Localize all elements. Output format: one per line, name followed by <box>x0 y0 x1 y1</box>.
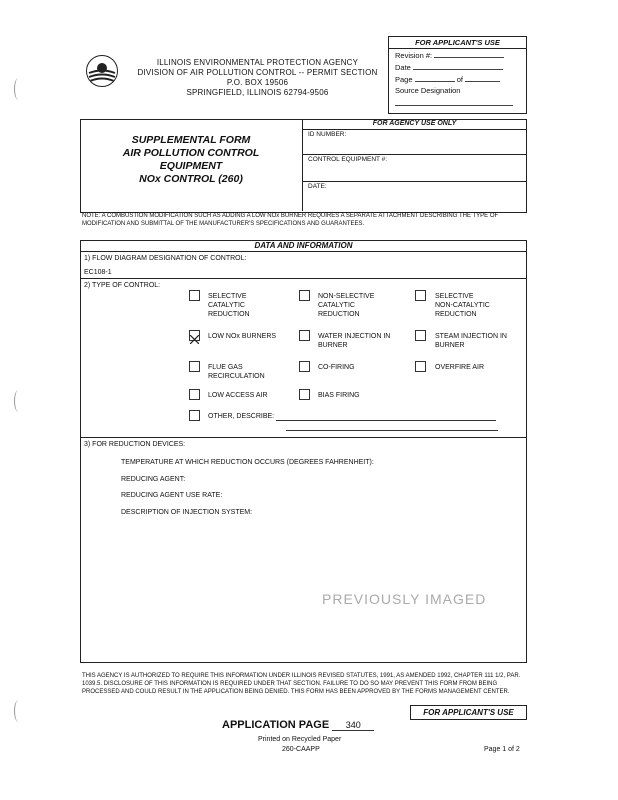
source-designation-label: Source Designation <box>395 86 461 95</box>
checkbox-steam-injection[interactable] <box>415 330 426 341</box>
control-equipment-cell[interactable] <box>303 155 526 182</box>
application-page-number[interactable]: 340 <box>332 720 374 731</box>
checkbox-selective-non-catalytic-reduction[interactable] <box>415 290 426 301</box>
checkbox-bias-firing[interactable] <box>299 389 310 400</box>
binder-hole <box>14 700 23 722</box>
agency-name: ILLINOIS ENVIRONMENTAL PROTECTION AGENCY <box>156 58 359 67</box>
checkbox-water-injection[interactable] <box>299 330 310 341</box>
authorization-footer: THIS AGENCY IS AUTHORIZED TO REQUIRE THIS INFORMATION UNDER ILLINOIS REVISED STATUTES, 1991, AS AMENDED 1992, CHAPTER 111 1/2, PAR. 1039.5. DISCLOSURE OF THIS INFORMATION IS REQUIRED UNDER THAT SECTION. FAILURE TO DO SO MAY PREVENT THIS FORM FROM BEING PROCESSED AND COULD RESULT IN THE APPLICATION BEING DENIED. THIS FORM HAS BEEN APPROVED BY THE FORMS MANAGEMENT CENTER. <box>82 673 521 695</box>
agency-logo-icon <box>86 55 118 87</box>
application-page-label: APPLICATION PAGE <box>222 719 330 731</box>
form-title <box>80 134 302 186</box>
checkbox-other[interactable] <box>189 410 200 421</box>
option-selective-non-catalytic-reduction: SELECTIVE NON-CATALYTIC REDUCTION <box>435 293 490 318</box>
date-label: Date <box>395 63 411 72</box>
option-co-firing: CO-FIRING <box>318 364 355 371</box>
agency-use-header: FOR AGENCY USE ONLY <box>303 119 526 130</box>
agency-use-box <box>302 119 526 211</box>
agency-date-cell[interactable] <box>303 182 526 210</box>
applicant-use-header: FOR APPLICANT'S USE <box>389 37 526 49</box>
source-designation-field[interactable] <box>395 97 513 106</box>
option-water-injection: WATER INJECTION IN BURNER <box>318 333 391 349</box>
page-field[interactable] <box>415 73 455 82</box>
form-title-line: NOx CONTROL (260) <box>139 173 243 185</box>
check-x-icon <box>190 335 199 344</box>
application-page <box>222 719 374 731</box>
reduction-devices-label: 3) FOR REDUCTION DEVICES: <box>84 441 186 448</box>
flow-diagram-label: 1) FLOW DIAGRAM DESIGNATION OF CONTROL: <box>84 255 247 262</box>
form-title-line: AIR POLLUTION CONTROL <box>122 147 260 159</box>
id-number-cell[interactable] <box>303 130 526 155</box>
footer-applicant-use-box: FOR APPLICANT'S USE <box>410 705 527 720</box>
form-title-line: SUPPLEMENTAL FORM <box>131 134 251 146</box>
option-steam-injection: STEAM INJECTION IN BURNER <box>435 333 507 349</box>
page-of-pages: Page 1 of 2 <box>484 746 520 753</box>
binder-hole <box>14 78 23 100</box>
checkbox-low-nox-burners[interactable] <box>189 330 200 341</box>
agency-date-label: DATE: <box>308 183 327 190</box>
option-overfire-air: OVERFIRE AIR <box>435 364 485 371</box>
control-equipment-label: CONTROL EQUIPMENT #: <box>308 156 388 163</box>
checkbox-overfire-air[interactable] <box>415 361 426 372</box>
section-type-of-control <box>80 279 527 438</box>
checkbox-non-selective-catalytic-reduction[interactable] <box>299 290 310 301</box>
reducing-agent-label[interactable]: REDUCING AGENT: <box>121 476 186 483</box>
checkbox-low-access-air[interactable] <box>189 389 200 400</box>
page-label: Page <box>395 75 413 84</box>
recycled-paper-note: Printed on Recycled Paper <box>258 736 342 743</box>
date-field[interactable] <box>413 61 503 70</box>
option-low-nox-burners: LOW NOx BURNERS <box>208 333 277 340</box>
previously-imaged-stamp: PREVIOUSLY IMAGED <box>322 591 487 607</box>
section-reduction-devices <box>80 438 527 663</box>
other-describe-field[interactable] <box>276 420 496 421</box>
option-low-access-air: LOW ACCESS AIR <box>208 392 268 399</box>
injection-system-label[interactable]: DESCRIPTION OF INJECTION SYSTEM: <box>121 509 253 516</box>
page-of-field[interactable] <box>465 73 500 82</box>
option-non-selective-catalytic-reduction: NON-SELECTIVE CATALYTIC REDUCTION <box>318 293 375 318</box>
id-number-label: ID NUMBER: <box>308 131 347 138</box>
reduction-temperature-label[interactable]: TEMPERATURE AT WHICH REDUCTION OCCURS (DEGREES FAHRENHEIT): <box>121 459 374 466</box>
form-title-line: EQUIPMENT <box>159 160 223 172</box>
reducing-agent-rate-label[interactable]: REDUCING AGENT USE RATE: <box>121 492 223 499</box>
agency-header <box>130 58 385 98</box>
option-other: OTHER, DESCRIBE: <box>208 413 275 420</box>
agency-address: SPRINGFIELD, ILLINOIS 62794-9506 <box>186 88 329 97</box>
revision-field[interactable] <box>434 49 504 58</box>
agency-division: DIVISION OF AIR POLLUTION CONTROL -- PERMIT SECTION <box>137 68 378 77</box>
agency-po-box: P.O. BOX 19506 <box>226 78 289 87</box>
option-selective-catalytic-reduction: SELECTIVE CATALYTIC REDUCTION <box>208 293 250 318</box>
option-bias-firing: BIAS FIRING <box>318 392 360 399</box>
checkbox-co-firing[interactable] <box>299 361 310 372</box>
form-code: 260-CAAPP <box>282 746 320 753</box>
flow-diagram-value[interactable]: EC108-1 <box>84 269 112 276</box>
revision-label: Revision #: <box>395 51 433 60</box>
binder-hole <box>14 390 23 412</box>
option-flue-gas-recirculation: FLUE GAS RECIRCULATION <box>208 364 265 380</box>
applicant-use-box <box>388 36 527 114</box>
checkbox-selective-catalytic-reduction[interactable] <box>189 290 200 301</box>
other-describe-field-line2[interactable] <box>286 430 498 431</box>
type-of-control-label: 2) TYPE OF CONTROL: <box>84 282 161 289</box>
of-label: of <box>456 75 463 84</box>
note-text: NOTE: A COMBUSTION MODIFICATION SUCH AS ADDING A LOW NOx BURNER REQUIRES A SEPARATE ATTACHMENT DESCRIBING THE TYPE OF MODIFICATION AND SUBMITTAL OF THE MANUFACTURER'S SPECIFICATIONS AND GUARANTEES. <box>82 213 499 227</box>
checkbox-flue-gas-recirculation[interactable] <box>189 361 200 372</box>
data-information-title: DATA AND INFORMATION <box>80 240 527 252</box>
section-flow-diagram <box>80 252 527 279</box>
